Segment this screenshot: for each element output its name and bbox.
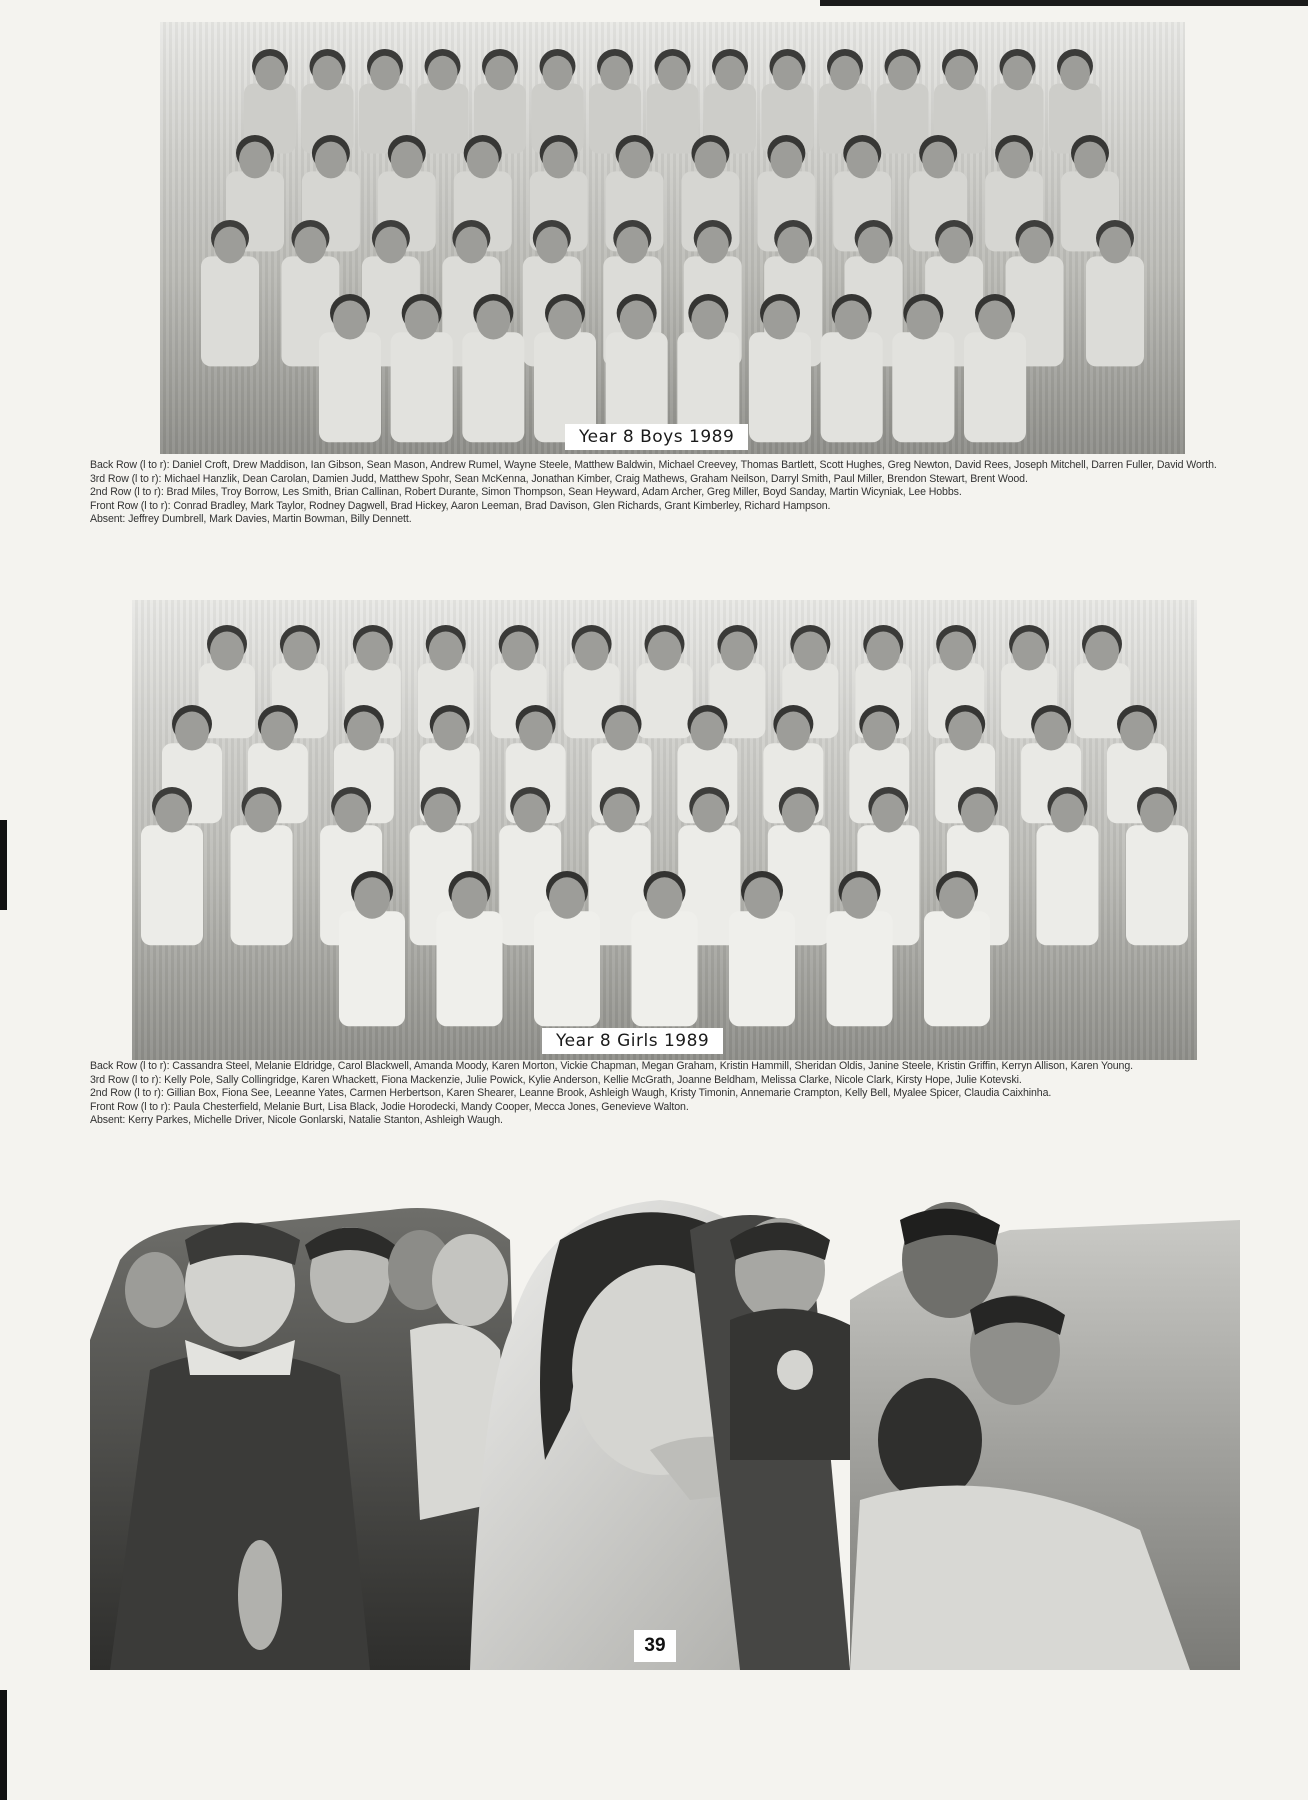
boys-caption-third-row: 3rd Row (l to r): Michael Hanzlik, Dean Carolan, Damien Judd, Matthew Spohr, Sean McKenna, Jonathan Kimber, Craig Mathews, Graham Neilson, Darryl Smith, Paul Miller, Brendon Stewart, Brent Wood. bbox=[90, 472, 1028, 485]
student-figure bbox=[827, 911, 893, 1026]
student-figure bbox=[1086, 256, 1144, 366]
student-face bbox=[620, 300, 654, 339]
boys-caption-back-row: Back Row (l to r): Daniel Croft, Drew Maddison, Ian Gibson, Sean Mason, Andrew Rumel, Wayne Steele, Matthew Baldwin, Michael Creevey, Thomas Bartlett, Scott Hughes, Greg Newton, David Rees, Joseph Mitchell, Darren Fuller, David Worth. bbox=[90, 459, 1217, 471]
student-figure bbox=[632, 911, 698, 1026]
student-face bbox=[922, 142, 954, 179]
student-figure bbox=[437, 911, 503, 1026]
girls-photo-figures bbox=[132, 600, 1197, 1060]
student-figure bbox=[924, 911, 990, 1026]
student-face bbox=[428, 56, 458, 91]
student-face bbox=[793, 631, 827, 670]
student-face bbox=[433, 711, 467, 750]
student-figure bbox=[391, 332, 453, 442]
student-face bbox=[763, 300, 797, 339]
student-face bbox=[536, 227, 568, 264]
boys-caption-absent: Absent: Jeffrey Dumbrell, Mark Davies, Martin Bowman, Billy Dennett. bbox=[90, 513, 412, 526]
student-face bbox=[1140, 793, 1174, 832]
girls-caption-absent: Absent: Kerry Parkes, Michelle Driver, Nicole Gonlarski, Natalie Stanton, Ashleigh Waugh. bbox=[90, 1114, 503, 1127]
student-face bbox=[842, 877, 878, 918]
student-face bbox=[1085, 631, 1119, 670]
student-face bbox=[424, 793, 458, 832]
student-figure bbox=[534, 911, 600, 1026]
boys-caption-front-row: Front Row (l to r): Conrad Bradley, Mark Taylor, Rodney Dagwell, Brad Hickey, Aaron Leeman, Brad Davison, Glen Richards, Grant Kimberley, Richard Hampson. bbox=[90, 499, 831, 512]
girls-class-photo bbox=[132, 600, 1197, 1060]
student-face bbox=[375, 227, 407, 264]
student-figure bbox=[729, 911, 795, 1026]
student-face bbox=[356, 631, 390, 670]
left-edge-bar bbox=[0, 1690, 7, 1800]
student-figure bbox=[749, 332, 811, 442]
student-face bbox=[858, 227, 890, 264]
student-face bbox=[830, 56, 860, 91]
student-figure bbox=[637, 663, 693, 738]
student-figure bbox=[964, 332, 1026, 442]
student-face bbox=[519, 711, 553, 750]
student-face bbox=[333, 300, 367, 339]
student-face bbox=[210, 631, 244, 670]
student-figure bbox=[647, 84, 699, 154]
student-face bbox=[647, 877, 683, 918]
student-face bbox=[313, 56, 343, 91]
student-face bbox=[605, 711, 639, 750]
student-face bbox=[485, 56, 515, 91]
student-figure bbox=[821, 332, 883, 442]
student-figure bbox=[201, 256, 259, 366]
girls-caption-third-row: 3rd Row (l to r): Kelly Pole, Sally Collingridge, Karen Whackett, Fiona Mackenzie, Julie Powick, Kylie Anderson, Kellie McGrath, Joanne Beldham, Melissa Clarke, Nicole Clark, Kirsty Hope, Julie Kotevski. bbox=[90, 1073, 1022, 1086]
boys-photo-figures bbox=[160, 22, 1185, 454]
student-face bbox=[391, 142, 423, 179]
student-face bbox=[692, 793, 726, 832]
student-face bbox=[835, 300, 869, 339]
student-face bbox=[175, 711, 209, 750]
boys-caption-second-row: 2nd Row (l to r): Brad Miles, Troy Borrow, Les Smith, Brian Callinan, Robert Durante, Simon Thompson, Sean Heyward, Adam Archer, Greg Miller, Boyd Sanday, Martin Wicyniak, Lee Hobbs. bbox=[90, 486, 962, 499]
student-face bbox=[452, 877, 488, 918]
student-face bbox=[245, 793, 279, 832]
student-face bbox=[938, 227, 970, 264]
student-face bbox=[1003, 56, 1033, 91]
student-face bbox=[690, 711, 724, 750]
student-face bbox=[939, 631, 973, 670]
student-face bbox=[945, 56, 975, 91]
student-face bbox=[1050, 793, 1084, 832]
student-face bbox=[619, 142, 651, 179]
student-face bbox=[1034, 711, 1068, 750]
student-face bbox=[773, 56, 803, 91]
student-face bbox=[720, 631, 754, 670]
student-face bbox=[255, 56, 285, 91]
student-face bbox=[744, 877, 780, 918]
student-face bbox=[939, 877, 975, 918]
student-face bbox=[694, 142, 726, 179]
student-face bbox=[978, 300, 1012, 339]
student-face bbox=[600, 56, 630, 91]
student-face bbox=[961, 793, 995, 832]
student-figure bbox=[417, 84, 469, 154]
boys-class-photo bbox=[160, 22, 1185, 454]
student-face bbox=[862, 711, 896, 750]
student-face bbox=[548, 300, 582, 339]
girls-caption bbox=[90, 1060, 1260, 1128]
student-face bbox=[155, 793, 189, 832]
student-face bbox=[948, 711, 982, 750]
student-figure bbox=[1036, 825, 1098, 945]
student-face bbox=[543, 56, 573, 91]
student-figure bbox=[877, 84, 929, 154]
student-face bbox=[261, 711, 295, 750]
student-face bbox=[1019, 227, 1051, 264]
student-face bbox=[347, 711, 381, 750]
student-face bbox=[513, 793, 547, 832]
student-figure bbox=[141, 825, 203, 945]
student-face bbox=[283, 631, 317, 670]
student-face bbox=[405, 300, 439, 339]
student-face bbox=[239, 142, 271, 179]
student-face bbox=[770, 142, 802, 179]
girls-caption-front-row: Front Row (l to r): Paula Chesterfield, Melanie Burt, Lisa Black, Jodie Horodecki, Mandy Cooper, Mecca Jones, Genevieve Walton. bbox=[90, 1100, 689, 1113]
student-face bbox=[998, 142, 1030, 179]
student-face bbox=[429, 631, 463, 670]
student-face bbox=[1120, 711, 1154, 750]
boys-caption bbox=[90, 459, 1260, 527]
collage-image bbox=[90, 1200, 1240, 1670]
student-face bbox=[697, 227, 729, 264]
student-face bbox=[603, 793, 637, 832]
student-face bbox=[777, 227, 809, 264]
candid-photo-collage bbox=[90, 1200, 1240, 1670]
girls-caption-second-row: 2nd Row (l to r): Gillian Box, Fiona See, Leeanne Yates, Carmen Herbertson, Karen Shearer, Leanne Brook, Ashleigh Waugh, Kristy Timonin, Annemarie Crampton, Kelly Bell, Myalee Spicer, Claudia Caixhinha. bbox=[90, 1087, 1052, 1100]
student-face bbox=[467, 142, 499, 179]
student-face bbox=[294, 227, 326, 264]
student-figure bbox=[231, 825, 293, 945]
girls-caption-back-row: Back Row (l to r): Cassandra Steel, Melanie Eldridge, Carol Blackwell, Amanda Moody, Karen Morton, Vickie Chapman, Megan Graham, Kristin Hammill, Sheridan Oldis, Janine Steele, Kristin Griffin, Kerryn Allison, Karen Young. bbox=[90, 1060, 1133, 1072]
student-face bbox=[549, 877, 585, 918]
student-face bbox=[315, 142, 347, 179]
student-face bbox=[354, 877, 390, 918]
student-face bbox=[575, 631, 609, 670]
student-face bbox=[846, 142, 878, 179]
student-face bbox=[1074, 142, 1106, 179]
student-face bbox=[715, 56, 745, 91]
student-face bbox=[782, 793, 816, 832]
top-edge-bar bbox=[820, 0, 1308, 6]
student-figure bbox=[1126, 825, 1188, 945]
student-face bbox=[1099, 227, 1131, 264]
student-face bbox=[616, 227, 648, 264]
left-edge-mark bbox=[0, 820, 7, 910]
student-face bbox=[648, 631, 682, 670]
student-face bbox=[906, 300, 940, 339]
student-face bbox=[334, 793, 368, 832]
student-figure bbox=[319, 332, 381, 442]
student-face bbox=[370, 56, 400, 91]
student-face bbox=[543, 142, 575, 179]
student-face bbox=[866, 631, 900, 670]
student-face bbox=[1012, 631, 1046, 670]
student-face bbox=[476, 300, 510, 339]
student-figure bbox=[892, 332, 954, 442]
student-face bbox=[888, 56, 918, 91]
student-face bbox=[691, 300, 725, 339]
page-number: 39 bbox=[634, 1630, 676, 1662]
boys-photo-title: Year 8 Boys 1989 bbox=[565, 424, 748, 450]
student-face bbox=[776, 711, 810, 750]
student-face bbox=[214, 227, 246, 264]
student-face bbox=[871, 793, 905, 832]
student-figure bbox=[339, 911, 405, 1026]
student-face bbox=[658, 56, 688, 91]
student-face bbox=[1060, 56, 1090, 91]
student-figure bbox=[462, 332, 524, 442]
student-face bbox=[502, 631, 536, 670]
girls-photo-title: Year 8 Girls 1989 bbox=[542, 1028, 723, 1054]
student-face bbox=[455, 227, 487, 264]
